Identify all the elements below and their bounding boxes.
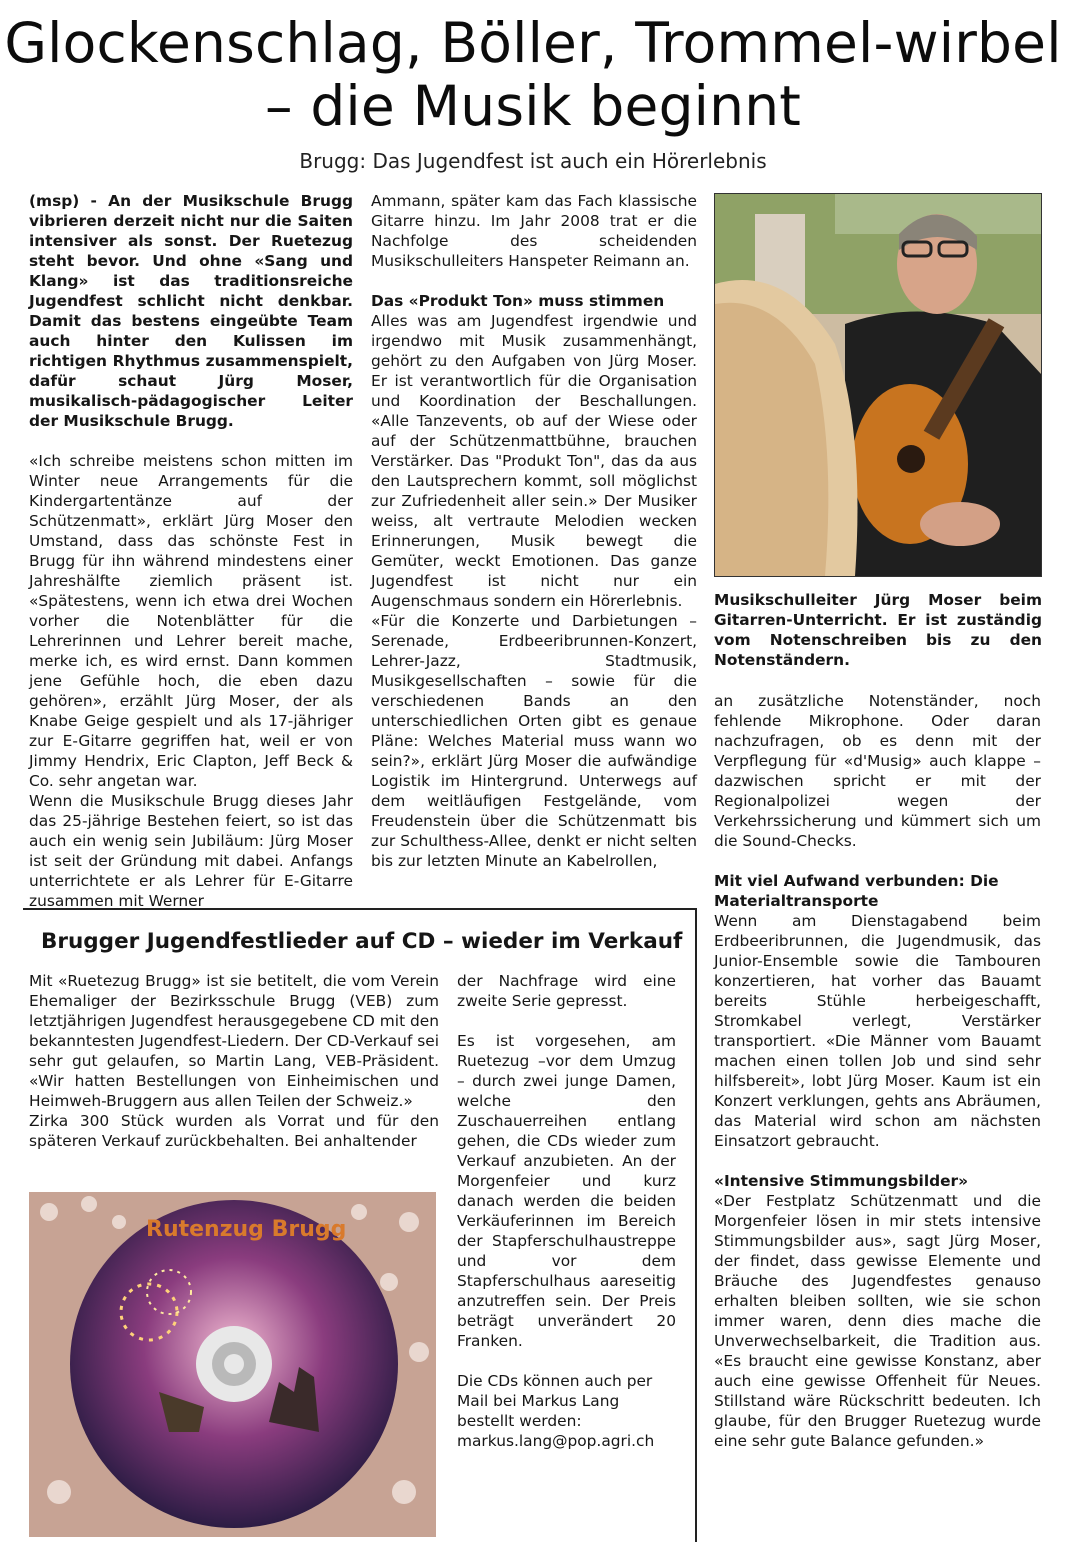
body-paragraph: an zusätzliche Notenständer, noch fehlende Mikrophone. Oder daran nachzufragen, ob es denn mit der Verpflegung für «d'Musig» auch klappe – dazwischen spricht er mit der Regionalpolizei wegen der Verkehrssicherung und kümmert sich um die Sound-Checks. <box>714 692 1041 850</box>
section-heading: «Intensive Stimmungsbilder» <box>714 1172 969 1190</box>
section-heading: Das «Produkt Ton» muss stimmen <box>371 292 665 310</box>
body-paragraph: Wenn die Musikschule Brugg dieses Jahr das 25-jährige Bestehen feiert, so ist das auch ein wenig sein Jubiläum: Jürg Moser ist seit der Gründung mit dabei. Anfangs unterrichtete er als Lehrer für E-Gitarre zusammen mit Werner <box>29 792 353 910</box>
article-column-1 <box>29 191 353 911</box>
body-paragraph: Mit «Ruetezug Brugg» ist sie betitelt, die vom Verein Ehemaliger der Bezirksschule Brugg (VEB) zum letztjährigen Jugendfest herausgegebene CD mit den bekanntesten Jugendfest-Liedern. Der CD-Verkauf sei sehr gut gelaufen, so Martin Lang, VEB-Präsident. «Wir hatten Bestellungen von Einheimischen und Heimweh-Bruggern aus allen Teilen der Schweiz.» <box>29 972 440 1110</box>
body-paragraph: der Nachfrage wird eine zweite Serie gepresst. <box>457 972 676 1010</box>
subheadline: Brugg: Das Jugendfest ist auch ein Hörerlebnis <box>299 149 767 173</box>
body-paragraph: Die CDs können auch per Mail bei Markus Lang bestellt werden: <box>457 1372 653 1430</box>
cd-cover-image <box>29 1192 436 1537</box>
article-column-3 <box>714 691 1041 1451</box>
article-column-2 <box>371 191 697 871</box>
body-paragraph: «Für die Konzerte und Darbietungen – Serenade, Erdbeeribrunnen-Konzert, Lehrer-Jazz, Stadtmusik, Musikgesellschaften – sowie für die verschiedenen Bands an den unterschiedlichen Orten gibt es genaue Pläne: Welches Material muss wann wo sein?», erklärt Jürg Moser die aufwändige Logistik im Hintergrund. Unterwegs auf dem weitläufigen Festgelände, vom Freudenstein über die Schützenmatt bis zur Schulthess-Allee, denkt er nicht selten bis zur letzten Minute an Kabelrollen, <box>371 612 697 870</box>
section-heading: Mit viel Aufwand verbunden: Die Materialtransporte <box>714 872 999 910</box>
photo-caption: Musikschulleiter Jürg Moser beim Gitarren-Unterricht. Er ist zuständig vom Notenschreiben bis zu den Notenständern. <box>714 591 1042 669</box>
body-paragraph: Wenn am Dienstagabend beim Erdbeeribrunnen, die Jugendmusik, das Junior-Ensemble sowie die Tambouren konzertieren, hat vorher das Bauamt bereits Stühle herbeigeschafft, Stromkabel verlegt, Verstärker transportiert. «Die Männer vom Bauamt machen einen tollen Job und sind sehr hilfsbereit», lobt Jürg Moser. Kaum ist ein Konzert verklungen, gehts ans Abräumen, das Material wird schon am nächsten Einsatzort gebraucht. <box>714 912 1041 1150</box>
body-paragraph: Ammann, später kam das Fach klassische Gitarre hinzu. Im Jahr 2008 trat er die Nachfolge des scheidenden Musikschulleiters Hanspeter Reimann an. <box>371 192 697 270</box>
contact-email[interactable]: markus.lang@pop.agri.ch <box>457 1432 655 1450</box>
cd-illustration <box>29 1192 436 1537</box>
headline: Glockenschlag, Böller, Trommel-wirbel – die Musik beginnt <box>4 11 1062 138</box>
body-paragraph: «Ich schreibe meistens schon mitten im Winter neue Arrangements für die Kindergartentänze auf der Schützenmatt», erklärt Jürg Moser den Umstand, dass das schönste Fest in Brugg für ihn während mindestens einer Jahreshälfte ziemlich präsent ist. «Spätestens, wenn ich etwa drei Wochen vorher die Notenblätter für die Lehrerinnen und Lehrer bereit mache, merke ich, es wird ernst. Dann kommen jene Gefühle hoch, die eben dazu gehören», erzählt Jürg Moser, der als Knabe Geige gespielt und als 17-jähriger zur E-Gitarre gegriffen hat, weil er von Jimmy Hendrix, Eric Clapton, Jeff Beck & Co. sehr angetan war. <box>29 452 353 790</box>
body-paragraph: Es ist vorgesehen, am Ruetezug –vor dem Umzug – durch zwei junge Damen, welche den Zuschauerreihen entlang gehen, die CDs wieder zum Verkauf anzubieten. An der Morgenfeier und kurz danach werden die beiden Verkäuferinnen im Bereich der Stapferschulhaustreppe und vor dem Stapferschulhaus aareseitig anzutreffen sein. Der Preis beträgt unverändert 20 Franken. <box>457 1032 676 1350</box>
cd-label: Rutenzug Brugg <box>146 1217 347 1242</box>
body-paragraph: «Der Festplatz Schützenmatt und die Morgenfeier lösen in mir stets intensive Stimmungsbilder aus», sagt Jürg Moser, der findet, dass gewisse Elemente und Bräuche des Jugendfestes genauso erhalten bleiben sollten, wie sie schon immer waren, denn dies mache die Unverwechselbarkeit, die Tradition aus. «Es braucht eine gewisse Konstanz, aber auch eine gewisse Offenheit für Neues. Stillstand wäre Rückschritt bedeuten. Ich glaube, für den Brugger Ruetezug wurde eine sehr gute Balance gefunden.» <box>714 1192 1041 1450</box>
photo-illustration <box>715 194 1041 576</box>
guitar-teacher-photo <box>714 193 1042 577</box>
box-column-right <box>457 971 676 1451</box>
box-title: Brugger Jugendfestlieder auf CD – wieder im Verkauf <box>41 929 683 954</box>
lead-paragraph: (msp) - An der Musikschule Brugg vibrieren derzeit nicht nur die Saiten intensiver als sonst. Der Ruetezug steht bevor. Und ohne «Sang und Klang» ist das traditionsreiche Jugendfest schlicht nicht denkbar. Damit das bestens eingeübte Team auch hinter den Kulissen im richtigen Rhythmus zusammenspielt, dafür schaut Jürg Moser, musikalisch-pädagogischer Leiter der Musikschule Brugg. <box>29 192 353 430</box>
body-paragraph: Zirka 300 Stück wurden als Vorrat und für den späteren Verkauf zurückbehalten. Bei anhaltender <box>29 1112 439 1150</box>
box-column-left <box>29 971 439 1151</box>
body-paragraph: Alles was am Jugendfest irgendwie und irgendwo mit Musik zusammenhängt, gehört zu den Aufgaben von Jürg Moser. Er ist verantwortlich für die Organisation und Koordination der Beschallungen. «Alle Tanzevents, ob auf der Wiese oder auf der Schützenmattbühne, brauchen Verstärker. Das "Produkt Ton", das da aus den Lautsprechern kommt, soll möglichst zur Zufriedenheit aller sein.» Der Musiker weiss, alt vertraute Melodien wecken Erinnerungen, Musik bewegt die Gemüter, weckt Emotionen. Das ganze Jugendfest ist nicht nur ein Augenschmaus sondern ein Hörerlebnis. <box>371 312 697 610</box>
